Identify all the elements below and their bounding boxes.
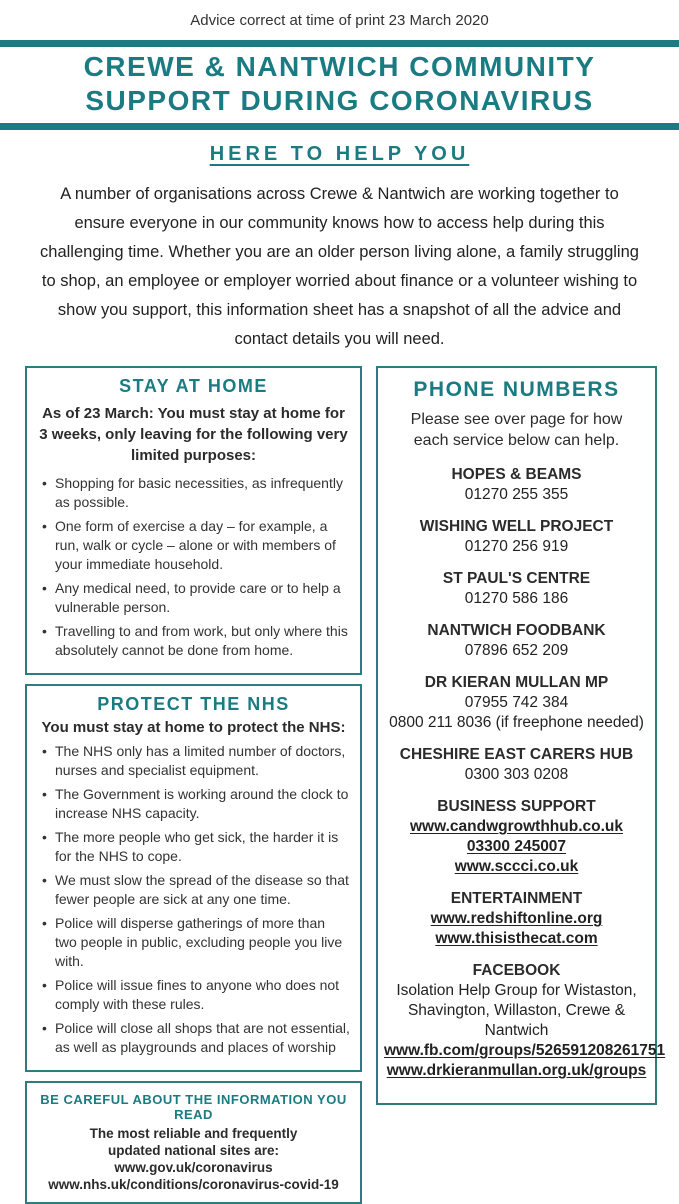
phone-entry-entertainment: [384, 889, 649, 949]
sccci-link[interactable]: www.sccci.co.uk: [454, 858, 579, 875]
thecat-link[interactable]: www.thisisthecat.com: [435, 930, 598, 947]
bullet-item: • Travelling to and from work, but only where this absolutely cannot be done from home.: [37, 622, 350, 660]
phone-entry-st-pauls: [384, 569, 649, 609]
bullet-item: • Police will issue fines to anyone who does not comply with these rules.: [37, 976, 350, 1014]
phone-numbers-heading: PHONE NUMBERS: [413, 378, 620, 401]
content-columns: [0, 364, 679, 1204]
bullet-item: • Police will close all shops that are not essential, as well as playgrounds and places of worship: [37, 1019, 350, 1057]
phone-entry-facebook: [384, 961, 666, 1081]
business-support-phone[interactable]: 03300 245007: [466, 838, 567, 855]
bullet-item: • The NHS only has a limited number of doctors, nurses and specialist equipment.: [37, 742, 350, 780]
stay-at-home-box: [25, 366, 362, 675]
be-careful-box: [25, 1081, 362, 1204]
page-title-line1: CREWE & NANTWICH COMMUNITY: [83, 51, 596, 82]
advice-note: Advice correct at time of print 23 March 2020: [190, 12, 489, 29]
facebook-group-description: Isolation Help Group for Wistaston,: [396, 982, 637, 999]
protect-nhs-bullet-list: [37, 742, 350, 1057]
bullet-item: • Police will disperse gatherings of more than two people in public, excluding people you live with.: [37, 914, 350, 971]
protect-nhs-box: [25, 684, 362, 1072]
be-careful-text-line: The most reliable and frequently: [89, 1126, 298, 1141]
bullet-item: • One form of exercise a day – for example, a run, walk or cycle – alone or with members of your immediate household.: [37, 517, 350, 574]
stay-at-home-intro: As of 23 March: You must stay at home for 3 weeks, only leaving for the following very limited purposes:: [39, 405, 348, 464]
entry-phone: 01270 586 186: [464, 590, 569, 607]
entry-name: DR KIERAN MULLAN MP: [424, 674, 609, 691]
bullet-item: • Shopping for basic necessities, as infrequently as possible.: [37, 474, 350, 512]
facebook-group-description: Shavington, Willaston, Crewe & Nantwich: [407, 1002, 626, 1039]
stay-at-home-bullet-list: [37, 474, 350, 660]
entry-name: NANTWICH FOODBANK: [427, 622, 606, 639]
bullet-item: • The more people who get sick, the harder it is for the NHS to cope.: [37, 828, 350, 866]
phone-entry-carers-hub: [384, 745, 649, 785]
phone-entry-hopes-beams: [384, 465, 649, 505]
phone-entry-business-support: [384, 797, 649, 877]
entry-phone: 07896 652 209: [464, 642, 569, 659]
subtitle-heading: HERE TO HELP YOU: [209, 143, 470, 165]
entry-phone: 01270 256 919: [464, 538, 569, 555]
stay-at-home-heading: STAY AT HOME: [119, 376, 268, 396]
title-divider-bar: [0, 123, 679, 130]
entry-phone: 07955 742 384: [464, 694, 569, 711]
intro-paragraph: A number of organisations across Crewe & Nantwich are working together to ensure everyone in our community knows how to access help during this challenging time. Whether you are an older person living alone, a family struggling to shop, an employee or employer worried about finance or a volunteer wishing to show you support, this information sheet has a snapshot of all the advice and contact details you will need.: [40, 185, 639, 348]
entry-name: CHESHIRE EAST CARERS HUB: [399, 746, 634, 763]
business-support-link[interactable]: www.candwgrowthhub.co.uk: [410, 818, 623, 835]
page-title: [0, 47, 679, 123]
phone-entry-kieran-mullan: [384, 673, 649, 733]
bullet-item: • The Government is working around the clock to increase NHS capacity.: [37, 785, 350, 823]
entry-name: FACEBOOK: [472, 962, 561, 979]
left-column: [25, 366, 362, 1204]
be-careful-text-line: updated national sites are:: [107, 1143, 280, 1158]
entry-name: ST PAUL'S CENTRE: [442, 570, 591, 587]
redshift-link[interactable]: www.redshiftonline.org: [430, 910, 603, 927]
be-careful-heading: BE CAREFUL ABOUT THE INFORMATION YOU READ: [40, 1092, 347, 1122]
entry-phone: 0300 303 0208: [464, 766, 569, 783]
bullet-item: • We must slow the spread of the disease so that fewer people are sick at any one time.: [37, 871, 350, 909]
entry-phone: 01270 255 355: [464, 486, 569, 503]
phone-entry-nantwich-foodbank: [384, 621, 649, 661]
phone-numbers-box: [376, 366, 666, 1105]
phone-numbers-intro: Please see over page for how each service below can help.: [410, 411, 623, 449]
top-divider-bar: [0, 40, 679, 47]
drkieranmullan-groups-link[interactable]: www.drkieranmullan.org.uk/groups: [386, 1062, 647, 1079]
entry-name: ENTERTAINMENT: [450, 890, 583, 907]
protect-nhs-heading: PROTECT THE NHS: [97, 694, 290, 714]
page-title-line2: SUPPORT DURING CORONAVIRUS: [85, 85, 594, 116]
facebook-group-link[interactable]: www.fb.com/groups/526591208261751: [384, 1042, 666, 1059]
entry-name: WISHING WELL PROJECT: [419, 518, 614, 535]
bullet-item: • Any medical need, to provide care or to help a vulnerable person.: [37, 579, 350, 617]
entry-name: BUSINESS SUPPORT: [437, 798, 596, 815]
right-column: [376, 366, 666, 1105]
gov-uk-link: www.gov.uk/coronavirus: [114, 1160, 273, 1175]
phone-entry-wishing-well: [384, 517, 649, 557]
protect-nhs-intro: You must stay at home to protect the NHS:: [41, 719, 346, 736]
entry-phone: 0800 211 8036 (if freephone needed): [389, 714, 644, 731]
entry-name: HOPES & BEAMS: [451, 466, 582, 483]
nhs-uk-link: www.nhs.uk/conditions/coronavirus-covid-19: [48, 1177, 339, 1192]
